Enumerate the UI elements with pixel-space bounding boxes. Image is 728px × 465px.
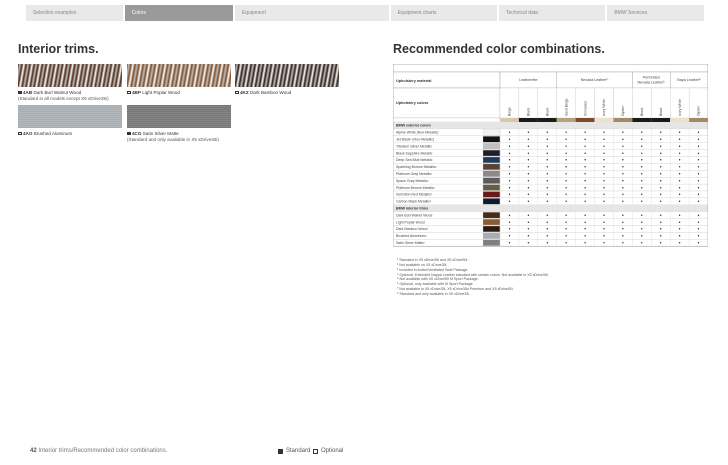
compatibility-mark: •	[640, 178, 643, 185]
row-label: Dark Burl Walnut Wood	[396, 213, 433, 218]
column-header-label: Cinnamon	[583, 100, 588, 116]
upholstery-color-swatch	[651, 118, 670, 122]
upholstery-color-swatch	[670, 118, 689, 122]
compatibility-mark: •	[603, 171, 605, 178]
upholstery-color-swatch	[519, 118, 538, 122]
compatibility-mark: •	[697, 143, 700, 150]
compatibility-mark: •	[565, 157, 568, 164]
compatibility-mark: •	[697, 219, 700, 226]
compatibility-mark: •	[527, 137, 530, 143]
compatibility-mark: •	[678, 178, 681, 185]
compatibility-mark: •	[527, 199, 530, 206]
compatibility-mark: •	[678, 150, 681, 157]
compatibility-mark: •	[603, 233, 605, 240]
row-label: Alpine White (Non-Metallic)	[396, 130, 439, 135]
footnote: ² Not available on X5 xDrive35i.	[397, 262, 448, 267]
color-combination-grid	[393, 64, 708, 247]
compatibility-mark: •	[508, 192, 511, 199]
compatibility-mark: •	[565, 150, 568, 157]
compatibility-mark: •	[640, 199, 643, 206]
compatibility-mark: •	[659, 171, 662, 178]
column-header-label: Oyster	[621, 106, 626, 116]
compatibility-mark: •	[527, 219, 530, 226]
compatibility-mark: •	[640, 157, 643, 164]
compatibility-mark: •	[697, 157, 700, 164]
compatibility-mark: •	[508, 219, 511, 226]
compatibility-mark: •	[622, 185, 624, 192]
column-header-label: Black	[526, 107, 531, 116]
compatibility-mark: •	[640, 171, 643, 178]
compatibility-mark: •	[622, 226, 624, 233]
compatibility-mark: •	[640, 212, 643, 219]
compatibility-mark: •	[565, 137, 568, 143]
compatibility-mark: •	[697, 192, 700, 199]
row-label: Light Poplar Wood	[396, 220, 425, 225]
compatibility-mark: •	[546, 199, 549, 206]
compatibility-mark: •	[659, 137, 662, 143]
nav-tab-equipment[interactable]: Equipment	[235, 5, 389, 21]
compatibility-mark: •	[565, 185, 568, 192]
compatibility-mark: •	[508, 212, 511, 219]
column-header-label: Beige	[507, 107, 512, 116]
trim-label-4bp: 4BP Light Poplar Wood	[127, 90, 180, 96]
compatibility-mark: •	[697, 185, 700, 192]
compatibility-mark: •	[527, 226, 530, 233]
compatibility-mark: •	[678, 219, 681, 226]
compatibility-mark: •	[640, 192, 643, 199]
page-footer	[30, 448, 167, 454]
compatibility-mark: •	[565, 226, 568, 233]
row-color-swatch	[483, 136, 500, 142]
compatibility-mark: •	[546, 178, 549, 185]
compatibility-mark: •	[659, 212, 662, 219]
compatibility-mark: •	[546, 157, 549, 164]
upholstery-color-swatch	[595, 118, 614, 122]
compatibility-mark: •	[697, 233, 700, 240]
trim-label-4ab: 4AB Dark Burl Walnut Wood (Standard in all models except X5 xDrive35i)	[18, 90, 109, 101]
compatibility-mark: •	[640, 240, 643, 247]
column-header-label: Sand Beige	[564, 98, 569, 116]
compatibility-mark: •	[565, 240, 568, 247]
compatibility-mark: •	[603, 157, 605, 164]
compatibility-mark: •	[584, 212, 586, 219]
section-header-row	[393, 205, 708, 212]
section-header-row	[393, 122, 708, 129]
row-color-swatch	[483, 233, 500, 239]
compatibility-mark: •	[508, 157, 511, 164]
compatibility-mark: •	[622, 240, 624, 247]
upholstery-color-swatch	[576, 118, 595, 122]
page-title-color-combinations: Recommended color combinations.	[393, 42, 605, 56]
column-header-label: Black	[640, 107, 645, 116]
footnote: ⁴ Optional, Extended Nappa Leather standard with certain colors. Not available in X5 xDrive35i.	[397, 272, 549, 277]
compatibility-mark: •	[659, 157, 662, 164]
compatibility-mark: •	[584, 240, 586, 247]
row-label: Space Gray Metallic²	[396, 178, 429, 183]
nav-tab-equipment-charts[interactable]: Equipment charts	[391, 5, 497, 21]
upholstery-color-swatch	[557, 118, 576, 122]
compatibility-mark: •	[659, 185, 662, 192]
swatch-row-label-cell	[393, 118, 500, 122]
compatibility-mark: •	[565, 192, 568, 199]
compatibility-mark: •	[527, 212, 530, 219]
table-top-band	[393, 64, 708, 72]
legend-standard-label: Standard	[286, 448, 311, 454]
section-header-label: BMW interior trims	[396, 206, 429, 211]
compatibility-mark: •	[527, 157, 530, 164]
compatibility-mark: •	[622, 130, 624, 137]
compatibility-mark: •	[659, 240, 662, 247]
compatibility-mark: •	[603, 199, 605, 206]
row-color-swatch	[483, 219, 500, 225]
compatibility-mark: •	[565, 178, 568, 185]
compatibility-mark: •	[622, 212, 624, 219]
row-color-swatch	[483, 212, 500, 218]
row-label: Dark Bamboo Wood	[396, 227, 428, 232]
row-color-swatch	[483, 192, 500, 198]
compatibility-mark: •	[697, 171, 700, 178]
compatibility-mark: •	[508, 185, 511, 192]
row-color-swatch	[483, 226, 500, 232]
row-label: Deep Sea Blue Metallic	[396, 158, 433, 163]
compatibility-mark: •	[697, 150, 700, 157]
compatibility-mark: •	[640, 219, 643, 226]
compatibility-mark: •	[697, 137, 700, 143]
compatibility-mark: •	[603, 130, 605, 137]
compatibility-mark: •	[603, 192, 605, 199]
compatibility-mark: •	[640, 150, 643, 157]
compatibility-mark: •	[697, 240, 700, 247]
row-label: Platinum Gray Metallic²	[396, 172, 433, 176]
compatibility-mark: •	[697, 226, 700, 233]
compatibility-mark: •	[584, 137, 586, 143]
compatibility-mark: •	[546, 130, 549, 137]
compatibility-mark: •	[565, 130, 568, 137]
compatibility-mark: •	[697, 199, 700, 206]
row-label: Sparkling Bronze Metallic²	[396, 165, 437, 170]
upholstery-material-label: Upholstery material	[396, 79, 432, 83]
compatibility-mark: •	[678, 192, 681, 199]
compatibility-mark: •	[546, 137, 549, 143]
page-footer-title: Interior trims/Recommended color combinations.	[38, 448, 168, 454]
compatibility-mark: •	[546, 240, 549, 247]
compatibility-mark: •	[697, 164, 700, 171]
row-color-swatch	[483, 171, 500, 177]
row-label: Satin Silver Matte³	[396, 241, 425, 245]
compatibility-mark: •	[584, 199, 586, 206]
compatibility-mark: •	[659, 150, 662, 157]
compatibility-mark: •	[527, 143, 530, 150]
compatibility-mark: •	[508, 137, 511, 143]
column-header-label: Black	[658, 107, 663, 116]
column-header-label: Ivory White	[602, 99, 607, 116]
upholstery-color-swatch	[538, 118, 557, 122]
column-header-label: Oyster	[696, 106, 701, 116]
compatibility-mark: •	[697, 212, 700, 219]
standard-marker-icon	[18, 91, 22, 95]
compatibility-mark: •	[659, 164, 662, 171]
compatibility-mark: •	[678, 143, 681, 150]
footnote: ⁵ Not available with X5 xDrive50i M Sport Package.	[397, 277, 479, 282]
optional-marker-icon	[235, 91, 239, 95]
optional-marker-icon	[18, 132, 22, 136]
group-header-label: Napa Leather¹⁾	[677, 78, 702, 82]
row-color-swatch	[483, 164, 500, 170]
standard-marker-icon	[127, 132, 131, 136]
compatibility-mark: •	[603, 212, 605, 219]
compatibility-mark: •	[622, 178, 624, 185]
compatibility-mark: •	[622, 171, 624, 178]
compatibility-mark: •	[603, 164, 605, 171]
compatibility-mark: •	[603, 226, 605, 233]
standard-marker-icon	[278, 449, 283, 454]
compatibility-mark: •	[584, 233, 586, 240]
compatibility-mark: •	[603, 185, 605, 192]
compatibility-mark: •	[508, 233, 511, 240]
nav-tab-technical-data[interactable]: Technical data	[499, 5, 605, 21]
upholstery-color-swatch	[613, 118, 632, 122]
page-title-interior-trims: Interior trims.	[18, 42, 99, 56]
compatibility-mark: •	[659, 219, 662, 226]
compatibility-mark: •	[546, 192, 549, 199]
compatibility-mark: •	[640, 130, 643, 137]
compatibility-mark: •	[603, 143, 605, 150]
trim-swatch-brushed-aluminum	[18, 105, 122, 128]
compatibility-mark: •	[527, 192, 530, 199]
compatibility-mark: •	[640, 233, 643, 240]
row-color-swatch	[483, 129, 500, 135]
footnote: ³ Included in Active/Ventilated Seat Package.	[397, 267, 469, 272]
footnote: ⁸ Standard and only available in X5 xDrive35i.	[397, 291, 471, 296]
compatibility-mark: •	[678, 233, 681, 240]
legend-standard	[278, 448, 310, 454]
compatibility-mark: •	[678, 199, 681, 206]
compatibility-mark: •	[546, 171, 549, 178]
nav-tab-selection-examples[interactable]: Selection examples	[26, 5, 123, 21]
compatibility-mark: •	[546, 164, 549, 171]
footnotes	[397, 258, 549, 297]
row-label: Carbon Black Metallic²	[396, 199, 432, 204]
compatibility-mark: •	[508, 240, 511, 247]
compatibility-mark: •	[659, 130, 662, 137]
compatibility-mark: •	[546, 233, 549, 240]
compatibility-mark: •	[659, 233, 662, 240]
compatibility-mark: •	[565, 164, 568, 171]
row-color-swatch	[483, 143, 500, 149]
upholstery-colors-label: Upholstery colors	[396, 101, 429, 105]
compatibility-mark: •	[584, 192, 586, 199]
legend-optional-label: Optional	[321, 448, 344, 454]
compatibility-mark: •	[697, 178, 700, 185]
compatibility-mark: •	[584, 171, 586, 178]
row-color-swatch	[483, 185, 500, 191]
trim-swatch-light-poplar	[127, 64, 231, 87]
compatibility-mark: •	[603, 137, 605, 143]
compatibility-mark: •	[546, 226, 549, 233]
compatibility-mark: •	[678, 185, 681, 192]
compatibility-mark: •	[565, 199, 568, 206]
compatibility-mark: •	[546, 143, 549, 150]
trim-label-4ao: 4AO Brushed Aluminum	[18, 131, 72, 137]
compatibility-mark: •	[584, 130, 586, 137]
compatibility-mark: •	[527, 150, 530, 157]
compatibility-mark: •	[527, 171, 530, 178]
compatibility-mark: •	[603, 240, 605, 247]
compatibility-mark: •	[584, 226, 586, 233]
row-color-swatch	[483, 178, 500, 184]
compatibility-mark: •	[508, 150, 511, 157]
trim-label-4kz: 4KZ Dark Bamboo Wood	[235, 90, 291, 96]
group-header-label: Leatherette	[519, 78, 538, 82]
compatibility-mark: •	[659, 143, 662, 150]
section-header-label: BMW exterior colors	[396, 123, 431, 128]
compatibility-mark: •	[659, 178, 662, 185]
row-label: Titanium Silver Metallic	[396, 144, 432, 149]
compatibility-mark: •	[659, 192, 662, 199]
compatibility-mark: •	[640, 143, 643, 150]
compatibility-mark: •	[527, 240, 530, 247]
compatibility-mark: •	[508, 164, 511, 171]
upholstery-color-swatch	[689, 118, 708, 122]
compatibility-mark: •	[622, 143, 624, 150]
compatibility-mark: •	[546, 185, 549, 192]
compatibility-mark: •	[622, 219, 624, 226]
compatibility-mark: •	[565, 171, 568, 178]
row-label: Vermilion Red Metallic²	[396, 192, 432, 197]
compatibility-mark: •	[527, 185, 530, 192]
compatibility-mark: •	[508, 130, 511, 137]
compatibility-mark: •	[527, 233, 530, 240]
compatibility-mark: •	[659, 199, 662, 206]
page-number: 42	[30, 448, 37, 454]
compatibility-mark: •	[584, 143, 586, 150]
compatibility-mark: •	[546, 219, 549, 226]
compatibility-mark: •	[622, 137, 624, 143]
trim-swatch-dark-burl-walnut	[18, 64, 122, 87]
nav-tab-colors[interactable]: Colors	[125, 5, 233, 21]
compatibility-mark: •	[640, 164, 643, 171]
row-label: Brushed Aluminum²	[396, 234, 427, 239]
compatibility-mark: •	[508, 178, 511, 185]
legend-optional	[313, 448, 343, 454]
compatibility-mark: •	[640, 226, 643, 233]
compatibility-mark: •	[508, 171, 511, 178]
compatibility-mark: •	[527, 130, 530, 137]
compatibility-mark: •	[622, 164, 624, 171]
row-color-swatch	[483, 198, 500, 204]
compatibility-mark: •	[508, 143, 511, 150]
compatibility-mark: •	[584, 178, 586, 185]
compatibility-mark: •	[678, 130, 681, 137]
footnote: ⁶ Optional, only available with M Sport Package.	[397, 282, 474, 287]
compatibility-mark: •	[622, 199, 624, 206]
section-nav	[26, 5, 704, 21]
optional-marker-icon	[313, 449, 318, 454]
compatibility-mark: •	[678, 164, 681, 171]
compatibility-mark: •	[565, 212, 568, 219]
column-header-label: Black	[545, 107, 550, 116]
compatibility-mark: •	[527, 178, 530, 185]
compatibility-mark: •	[565, 143, 568, 150]
nav-tab-bmw-services[interactable]: BMW Services	[607, 5, 704, 21]
row-label: Black Sapphire Metallic	[396, 151, 433, 156]
compatibility-mark: •	[508, 226, 511, 233]
compatibility-mark: •	[697, 130, 700, 137]
optional-marker-icon	[127, 91, 131, 95]
footnote: ¹ Standard in X5 xDrive35i and X5 xDrive50i.	[397, 258, 469, 262]
compatibility-mark: •	[584, 150, 586, 157]
compatibility-mark: •	[603, 178, 605, 185]
compatibility-mark: •	[565, 233, 568, 240]
compatibility-mark: •	[678, 226, 681, 233]
row-label: Jet Black¹ (Non-Metallic)	[396, 137, 435, 142]
compatibility-mark: •	[678, 157, 681, 164]
group-header-label: Nevada Leather¹⁾	[637, 80, 666, 85]
compatibility-mark: •	[527, 164, 530, 171]
compatibility-mark: •	[546, 150, 549, 157]
compatibility-mark: •	[678, 171, 681, 178]
group-header-label: Perforated	[642, 75, 660, 80]
compatibility-mark: •	[584, 164, 586, 171]
compatibility-mark: •	[622, 157, 624, 164]
compatibility-mark: •	[640, 137, 643, 143]
compatibility-mark: •	[546, 212, 549, 219]
compatibility-mark: •	[678, 137, 681, 143]
row-label: Platinum Bronze Metallic	[396, 185, 435, 190]
color-combination-table	[393, 64, 708, 247]
row-color-swatch	[483, 157, 500, 163]
compatibility-mark: •	[640, 185, 643, 192]
compatibility-mark: •	[622, 192, 624, 199]
upholstery-color-swatch	[500, 118, 519, 122]
footnote: ⁷ Not available in X5 xDrive35i, X5 xDrive35d Premium and X5 xDrive50i.	[397, 287, 514, 292]
column-header-label: Ivory White	[677, 99, 682, 116]
compatibility-mark: •	[508, 199, 511, 206]
compatibility-mark: •	[584, 219, 586, 226]
upholstery-color-swatch	[632, 118, 651, 122]
trim-swatch-satin-silver-matte	[127, 105, 231, 128]
compatibility-mark: •	[659, 226, 662, 233]
compatibility-mark: •	[603, 219, 605, 226]
compatibility-mark: •	[678, 240, 681, 247]
row-color-swatch	[483, 240, 500, 246]
trim-swatch-dark-bamboo	[235, 64, 339, 87]
compatibility-mark: •	[603, 150, 605, 157]
compatibility-mark: •	[622, 233, 624, 240]
compatibility-mark: •	[622, 150, 624, 157]
trim-label-4cg: 4CG Satin Silver Matte (Standard and only available in X5 xDrive35i)	[127, 131, 219, 142]
compatibility-mark: •	[565, 219, 568, 226]
row-color-swatch	[483, 150, 500, 156]
compatibility-mark: •	[678, 212, 681, 219]
compatibility-mark: •	[584, 157, 586, 164]
compatibility-mark: •	[584, 185, 586, 192]
group-header-label: Nevada Leather¹⁾	[580, 78, 609, 82]
